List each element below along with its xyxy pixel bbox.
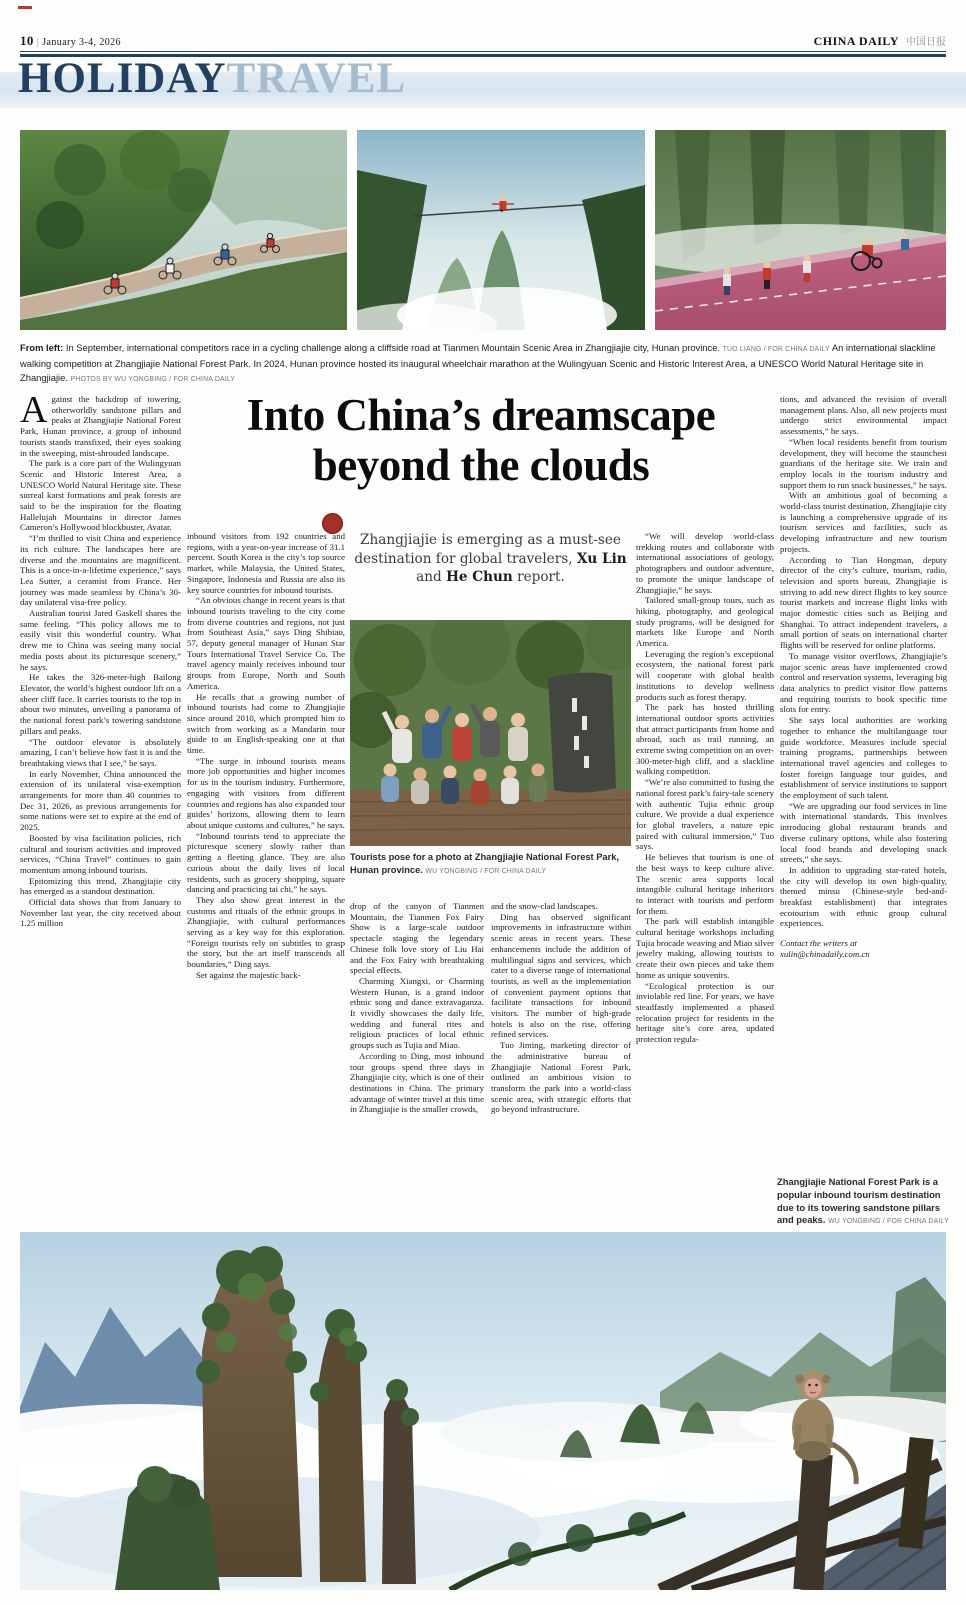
article-paragraph: “An obvious change in recent years is that inbound tourists traveling to the city come from diverse countries and regions, not just from Southeast Asia,” says Ding Shibiao, 57, deputy general manager of Hunan Star Tours International Travel Service Co. The travel agency mainly receives inbound tour groups from Europe, North and South America. <box>187 595 345 691</box>
column-6-paragraphs <box>780 394 947 929</box>
page-number: 10 <box>20 33 34 48</box>
tourist-group-photo <box>350 620 631 846</box>
bottom-photo-caption <box>777 1176 953 1229</box>
byline-joiner: and <box>416 569 447 586</box>
article-paragraph: Ding has observed significant improvements in infrastructure within scenic areas in recent years. These enhancements include the addition of multilingual signs and services, which cater to a diverse range of international tourists, as well as the implementation of convenient payment options that facilitate transactions for inbound visitors. The number of high-grade hotels is also on the rise, offering refined services. <box>491 911 631 1040</box>
article-column-5 <box>636 531 774 1189</box>
slackline-photo-illustration <box>357 130 645 330</box>
cycling-photo-illustration <box>20 130 347 330</box>
print-registration-mark <box>18 6 32 9</box>
article-column-3 <box>350 901 484 1189</box>
article-paragraph: Tailored small-group tours, such as hiking, photography, and geological study programs, will be designed for markets like Europe and North America. <box>636 595 774 649</box>
article-paragraph: tions, and advanced the revision of overall management plans. Also, all new projects must undergo strict environmental impact assessments,” he says. <box>780 394 947 437</box>
brand-name: CHINA DAILY <box>813 34 899 48</box>
article-paragraph: “We will develop world-class trekking routes and collaborate with international associations of geology, photographers and outdoor adventure, to promote the unique landscape of Zhangjiajie,” he says. <box>636 531 774 595</box>
drop-cap: A <box>20 394 48 431</box>
article-paragraph: inbound visitors from 192 countries and regions, with a year-on-year increase of 31.1 percent. South Korea is the city’s top source market, while Malaysia, the United States, Singapore, Indonesia and Russia are also its key source countries for inbound tourists. <box>187 531 345 595</box>
article-paragraph: In addition to upgrading star-rated hotels, the city will develop its own high-quality, themed minsu (Chinese-style bed-and-breakfast establishment) that integrates ecotourism with ethnic group cultural experiences. <box>780 864 947 929</box>
article-paragraph: “The surge in inbound tourists means more job opportunities and higher incomes for us in the tourism industry. Furthermore, engaging with visitors from different countries and regions has also expanded tour guides’ horizons, allowing them to learn about unique customs and cultures,” he says. <box>187 755 345 830</box>
article-paragraph: “I’m thrilled to visit China and experience its rich culture. The landscapes here are diverse and the mountains are magnificent. This is a once-in-a-lifetime experience,” says Lea Sutter, a ceramist from France. Her journey was made seamless by China’s 30-day unilateral visa-free policy. <box>20 533 181 608</box>
column-3-paragraphs <box>350 901 484 1115</box>
article-paragraph: He takes the 326-meter-high Bailong Elevator, the world’s highest outdoor lift on a sheer cliff face. It carries tourists to the top in about two minutes, unveiling a panorama of the national forest park’s towering sandstone pillars and peaks. <box>20 672 181 736</box>
article-paragraph: drop of the canyon of Tianmen Mountain, the Tianmen Fox Fairy Show is a large-scale outdoor spectacle staging the legendary Chinese folk love story of Liu Hai and the Fox Fairy with breathtaking special effects. <box>350 901 484 976</box>
slackline-competition-photo <box>357 130 645 330</box>
photo-credit: TUO LIANG / FOR CHINA DAILY <box>722 346 830 353</box>
issue-date: January 3-4, 2026 <box>42 37 121 48</box>
photo-credit: WU YONGBING / FOR CHINA DAILY <box>828 1218 949 1226</box>
article-paragraph: The park will establish intangible cultural heritage workshops including Tujia brocade weaving and Miao silver jewelry making, allowing tourists to create their own pieces and take them home as unique souvenirs. <box>636 916 774 980</box>
article-paragraph: “Inbound tourists tend to appreciate the picturesque scenery slowly rather than getting a fleeting glance. They are also curious about the daily lives of local residents, such as grocery shopping, square dancing and practicing tai chi,” he says. <box>187 830 345 895</box>
article-paragraph: She says local authorities are working together to enhance the multilanguage tour guide workforce. Measures include special training programs, partnerships between international travel agencies and colleges to foster foreign language tour guides, and establishment of service institutions to support the employment of such talent. <box>780 715 947 801</box>
article-paragraph: The park has hosted thrilling international outdoor sports activities that attract participants from home and abroad, such as trail running, an extreme swing competition on an over-300-meter-high cliff, and a slackline walking competition. <box>636 702 774 777</box>
brand-name-chinese: 中国日报 <box>906 37 946 48</box>
contact-line-1: Contact the writers at <box>780 938 857 949</box>
caption-text: Tourists pose for a photo at Zhangjiajie National Forest Park, Hunan province. <box>350 852 619 875</box>
caption-part1: In September, international competitors race in a cycling challenge along a cliffside road at Tianmen Mountain Scenic Area in Zhangjiajie city, Hunan province. <box>65 342 723 353</box>
article-standfirst <box>348 531 633 587</box>
folio-separator: | <box>36 37 40 48</box>
marathon-photo-illustration <box>655 130 946 330</box>
article-paragraph: Leveraging the region’s exceptional ecosystem, the national forest park will cooperate with global health institutions to develop wellness products such as forest therapy. <box>636 648 774 702</box>
article-paragraph: Epitomizing this trend, Zhangjiajie city has emerged as a standout destination. <box>20 875 181 897</box>
group-photo-caption <box>350 851 631 878</box>
panorama-illustration <box>20 1232 946 1590</box>
section-masthead <box>18 54 406 104</box>
article-column-4 <box>491 901 631 1189</box>
byline-author-1: Xu Lin <box>576 550 627 567</box>
folio <box>20 33 121 49</box>
article-paragraph: According to Ding, most inbound tour groups spend three days in Zhangjiajie city, which is one of their destinations in China. The primary advantage of winter travel at this time in Zhangjiajie is the smaller crowds, <box>350 1050 484 1115</box>
article-paragraph: Australian tourist Jared Gaskell shares the same feeling. “This policy allows me to easily visit this wonderful country. What drew me to China was seeing many social media posts about its picturesque scenery,” he says. <box>20 608 181 672</box>
section-title-travel: TRAVEL <box>226 55 407 102</box>
article-opening-paragraph <box>20 394 181 458</box>
contact-note <box>780 938 947 959</box>
group-photo-illustration <box>350 620 631 846</box>
headline-line-1: Into China’s dreamscape <box>246 390 716 440</box>
headline-line-2: beyond the clouds <box>312 440 650 490</box>
photo-credit: WU YONGBING / FOR CHINA DAILY <box>425 867 547 875</box>
wheelchair-marathon-photo <box>655 130 946 330</box>
caption-text: Zhangjiajie National Forest Park is a popular inbound tourism destination due to its towering sandstone pillars and peaks. <box>777 1176 941 1226</box>
caption-part2: An international slackline walking competition at Zhangjiajie National Forest Park. In 2024, Hunan province hosted its inaugural wheelchair marathon at the Wulingyuan Scenic and Historic Interest Area, a UNESCO World Natural Heritage site in Zhangjiajie. <box>20 342 936 383</box>
article-paragraph: Tuo Jiming, marketing director of the administrative bureau of Zhangjiajie National Forest Park, outlined an ambitious vision to transform the park into a world-class scenic area, with strategic efforts that go beyond infrastructure. <box>491 1040 631 1115</box>
top-photo-caption <box>20 341 946 386</box>
article-headline <box>188 390 774 490</box>
column-5-paragraphs <box>636 531 774 1045</box>
column-4-paragraphs <box>491 901 631 1115</box>
opening-text: gainst the backdrop of towering, otherworldly sandstone pillars and peaks at Zhangjiajie National Forest Park, Hunan province, a group of inbound tourists stands transfixed, their eyes soaking in the sweeping, mist-shrouded landscape. <box>20 394 181 458</box>
page-header <box>20 33 946 49</box>
column-1-paragraphs <box>20 458 181 929</box>
article-paragraph: Set against the majestic back- <box>196 969 301 980</box>
article-paragraph: and the snow-clad landscapes. <box>491 901 598 911</box>
article-column-1 <box>20 394 181 1156</box>
contact-email: xulin@chinadaily.com.cn <box>780 948 870 959</box>
article-paragraph: Official data shows that from January to November last year, the city received about 1.25 million <box>20 897 181 929</box>
article-paragraph: He believes that tourism is one of the best ways to keep culture alive. The scenic area supports local intangible cultural heritage inheritors to interact with tourists and perform for them. <box>636 852 774 916</box>
article-paragraph: “We are upgrading our food services in line with international standards. This involves introducing global restaurant brands and diverse culinary options, while also fostering local food brands and developing snack streets,” she says. <box>780 800 947 865</box>
byline-author-2: He Chun <box>446 569 513 586</box>
article-paragraph: In early November, China announced the extension of its unilateral visa-exemption arrangements for more than 40 countries to Dec 31, 2026, as previous arrangements for some nations were set to expire at the end of 2025. <box>20 768 181 833</box>
article-paragraph: “When local residents benefit from tourism development, they will become the staunchest guardians of the heritage site. We train and employ locals in the tourism industry and support them to run snack businesses,” he says. <box>780 436 947 490</box>
article-paragraph: “We’re also committed to fusing the national forest park’s fairy-tale scenery with authentic Tujia ethnic group culture. We provide a dual experience for global travelers, a nature epic paired with cultural immersion,” Tuo says. <box>636 777 774 852</box>
article-paragraph: They also show great interest in the customs and rituals of the ethnic groups in Zhangjiajie, with cultural performances serving as a key way for this exploration. “Foreign tourists rely on subtitles to grasp the story, but the art itself transcends all boundaries,” Ding says. <box>187 894 345 970</box>
article-column-2 <box>187 531 345 1185</box>
section-title-holiday: HOLIDAY <box>18 55 227 102</box>
article-column-6 <box>780 394 947 1186</box>
caption-lead-in: From left: <box>20 342 66 353</box>
article-paragraph: Boosted by visa facilitation policies, rich cultural and tourism activities and improved services, “China Travel” continues to gain momentum among inbound tourists. <box>20 832 181 875</box>
article-paragraph: “Ecological protection is our inviolable red line. For years, we have steadfastly implemented a phased relocation project for residents in the heritage site’s core area, updated protection regula- <box>636 980 774 1045</box>
article-paragraph: With an ambitious goal of becoming a world-class tourist destination, Zhangjiajie city is launching a comprehensive upgrade of its tourism services and facilities, such as developing infrastructure and new tourism projects. <box>780 490 947 554</box>
article-paragraph: Charming Xiangxi, or Charming Western Hunan, is a grand indoor ethnic song and dance extravaganza. It vividly showcases the daily life, wedding and funeral rites and religious practices of local ethnic groups such as Tujia and Miao. <box>350 975 484 1051</box>
standfirst-text: Zhangjiajie is emerging as a must-see destination for global travelers, <box>354 532 621 567</box>
standfirst-tail: report. <box>512 569 565 586</box>
article-paragraph: “The outdoor elevator is absolutely amazing, I can’t believe how fast it is and the breathtaking views that I see,” he says. <box>20 736 181 768</box>
karst-panorama-photo <box>20 1232 946 1590</box>
cycling-challenge-photo <box>20 130 347 330</box>
newspaper-brand <box>814 33 946 49</box>
column-2-paragraphs <box>187 531 345 981</box>
photo-credit: PHOTOS BY WU YONGBING / FOR CHINA DAILY <box>70 375 236 383</box>
article-paragraph: According to Tian Hongman, deputy director of the city’s culture, tourism, radio, television and sports bureau, Zhangjiajie is striving to add new direct flights to key source tourist markets and increase flight links with major domestic cities such as Beijing and Shanghai. To attract independent travelers, a small portion of seats on international charter flights will be reserved for online platforms. <box>780 554 947 651</box>
article-paragraph: To manage visitor overflows, Zhangjiajie’s major scenic areas have implemented crowd control and reservation systems, leveraging big data analytics to predict visitor flow patterns and requiring tourists to book specific time slots for entry. <box>780 650 947 715</box>
article-paragraph: The park is a core part of the Wulingyuan Scenic and Historic Interest Area, a UNESCO World Natural Heritage site. These surreal karst formations and peak forests are said to be the inspiration for the floating Hallelujah Mountains in director James Cameron’s Hollywood blockbuster, Avatar. <box>20 458 181 533</box>
article-paragraph: He recalls that a growing number of inbound tourists had come to Zhangjiajie since around 2010, which prompted him to switch from working as a Mandarin tour guide to an English-speaking one at that time. <box>187 691 345 756</box>
